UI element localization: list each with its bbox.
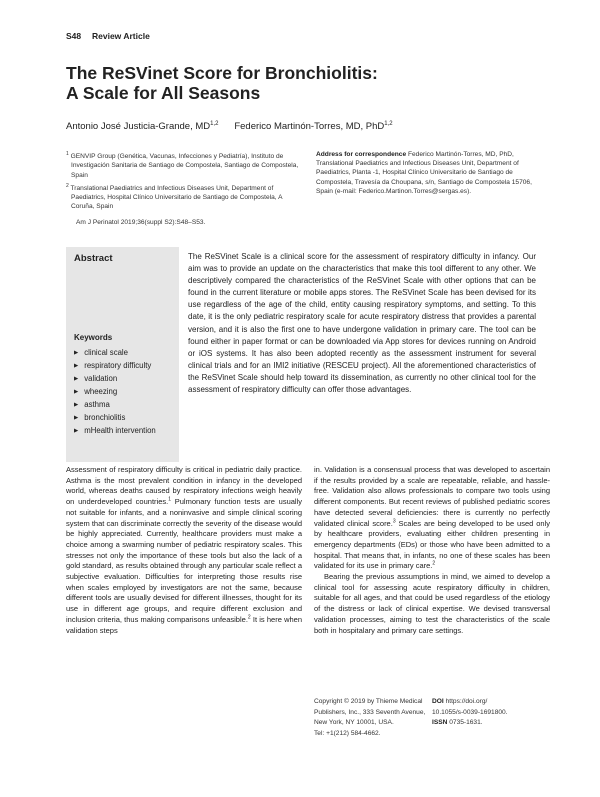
doi-link[interactable]: https://doi.org/ bbox=[445, 698, 488, 705]
affiliations bbox=[66, 150, 306, 214]
keyword-item: ▶ bronchiolitis bbox=[74, 412, 156, 425]
correspondence-label: Address for correspondence bbox=[316, 151, 407, 158]
page-number: S48 bbox=[66, 31, 82, 41]
author-list bbox=[66, 121, 393, 132]
keyword-item: ▶ validation bbox=[74, 373, 156, 386]
body-column-right bbox=[314, 465, 550, 636]
abstract-text: The ReSVinet Scale is a clinical score for the assessment of respiratory difficulty in infancy. Our aim was to provide an update on the characteristics that make this tool different to any other. We descriptively compared the characteristics of the ReSVinet Scale with other options that can be found in the current literature or mobile apps stores. The ReSVinet Scale has been devised for its use regardless of the age of the child, entity causing respiratory symptoms, and setting. To this date, it is the only pediatric respiratory scale for acute respiratory distress that provides a parental version, and it is also the first one to have undergone validation in primary care. The tool can be found either in paper format or can be downloaded via App stores for devices running on Android or iOS systems. It has also been adopted recently as the assessment instrument for several clinical trials and for an IMI2 initiative (RESCEU project). All the aforementioned characteristics of the ReSVinet Scale should help toward its dissemination, as currently no other clinical tool for the assessment of respiratory difficulty can offer those advantages. bbox=[188, 252, 536, 395]
body-paragraph: in. Validation is a consensual process that was developed to ascertain if the results provided by a scale are repeatable, reliable, and hassle-free. Validation also allows professionals to compare two tools using different components. But recent reviews of published pediatric scores have detected several deficiencies: there is currently no perfectly validated clinical score.$^3$ Scales are being developed to be used only by healthcare providers, evaluating either children presenting in emergency departments (EDs) or those who have been admitted to a hospital. That means that, in infants, no one of these scales has been validated for its use in primary care.$^2$ bbox=[314, 465, 551, 571]
keyword-item: ▶ respiratory difficulty bbox=[74, 360, 156, 373]
body-paragraph: Bearing the previous assumptions in mind, we aimed to develop a clinical tool for assessing acute respiratory difficulty in children, suitable for all ages, and that could be used regardless of the etiology of the distress or lack of clinical expertise. We devised transversal validation processes, aiming to test the characteristics of the scale both in hospitalary and primary care settings. bbox=[314, 572, 550, 635]
doi-issn-block bbox=[432, 697, 542, 729]
correspondence-address bbox=[316, 150, 536, 196]
correspondence-text: Federico Martinón-Torres, MD, PhD, Translational Paediatrics and Infectious Diseases Unit, Department of Paediatrics, Planta -1, Hospital Clínico Universitario de Santiago de Compostela, Travesía da Choupana, s/n, Santiago de Compostela 15706, Spain (e-mail: Federico.Martinon.Torres@sergas.es). bbox=[316, 151, 532, 195]
abstract-section bbox=[66, 247, 536, 462]
title-line-2: A Scale for All Seasons bbox=[66, 83, 261, 103]
article-title bbox=[66, 63, 486, 103]
author-name: Federico Martinón-Torres, MD, PhD bbox=[234, 121, 385, 133]
author-affil-sup: 1,2 bbox=[384, 121, 393, 127]
affiliation-item: $^1$ GENVIP Group (Genética, Vacunas, Infecciones y Pediatría), Instituto de Investigación Sanitaria de Santiago de Compostela, Santiago de Compostela, Spain bbox=[66, 151, 299, 179]
author-name: Antonio José Justicia-Grande, MD bbox=[66, 121, 211, 133]
article-type: Review Article bbox=[92, 31, 150, 41]
abstract-heading: Abstract bbox=[74, 253, 113, 264]
keyword-item: ▶ clinical scale bbox=[74, 347, 156, 360]
doi-label: DOI bbox=[432, 698, 444, 705]
issn-label: ISSN bbox=[432, 719, 448, 727]
title-line-1: The ReSVinet Score for Bronchiolitis: bbox=[66, 63, 378, 83]
keyword-item: ▶ asthma bbox=[74, 399, 156, 412]
keyword-item: ▶ mHealth intervention bbox=[74, 425, 156, 438]
body-paragraph: Assessment of respiratory difficulty is critical in pediatric daily practice. Asthma is the most prevalent condition in infancy in the developed world, whereas deaths caused by respiratory infections weigh heavily on underdeveloped countries.$^1$ Pulmonary function tests are usually not suitable for infants, and a noninvasive and simple clinical scoring system that can discriminate correctly the severity of the disease would be highly appreciated. Currently, healthcare providers must make a choice among a swarming number of pediatric respiratory scales. This stresses not only the importance of these tools but also the lack of a gold standard, as results obtained through any particular scale reflect a subjective evaluation. Difficulties for interpreting those results rise when scales employed by investigators are not the same, because different tools are usually devised for different illnesses, thought for its use in different age groups, and require different exclusion and inclusion criteria, thus making comparisons unfeasible.$^2$ It is here when validation steps bbox=[66, 465, 302, 635]
keywords-heading: Keywords bbox=[74, 333, 113, 342]
copyright-block: Copyright © 2019 by Thieme Medical Publishers, Inc., 333 Seventh Avenue, New York, NY 10001, USA. Tel: +1(212) 584-4662. bbox=[314, 698, 426, 737]
keyword-list bbox=[74, 347, 156, 438]
affiliation-item: $^2$ Translational Paediatrics and Infectious Diseases Unit, Department of Paediatrics, Hospital Clínico Universitario de Santiago de Compostela, A Coruña, Spain bbox=[66, 182, 283, 211]
author-affil-sup: 1,2 bbox=[210, 121, 219, 127]
issn-value: 0735-1631. bbox=[449, 719, 483, 727]
journal-citation: Am J Perinatol 2019;36(suppl S2):S48–S53. bbox=[76, 219, 206, 226]
doi-value[interactable]: 10.1055/s-0039-1691800. bbox=[432, 708, 508, 716]
keyword-item: ▶ wheezing bbox=[74, 386, 156, 399]
body-column-left bbox=[66, 465, 302, 636]
